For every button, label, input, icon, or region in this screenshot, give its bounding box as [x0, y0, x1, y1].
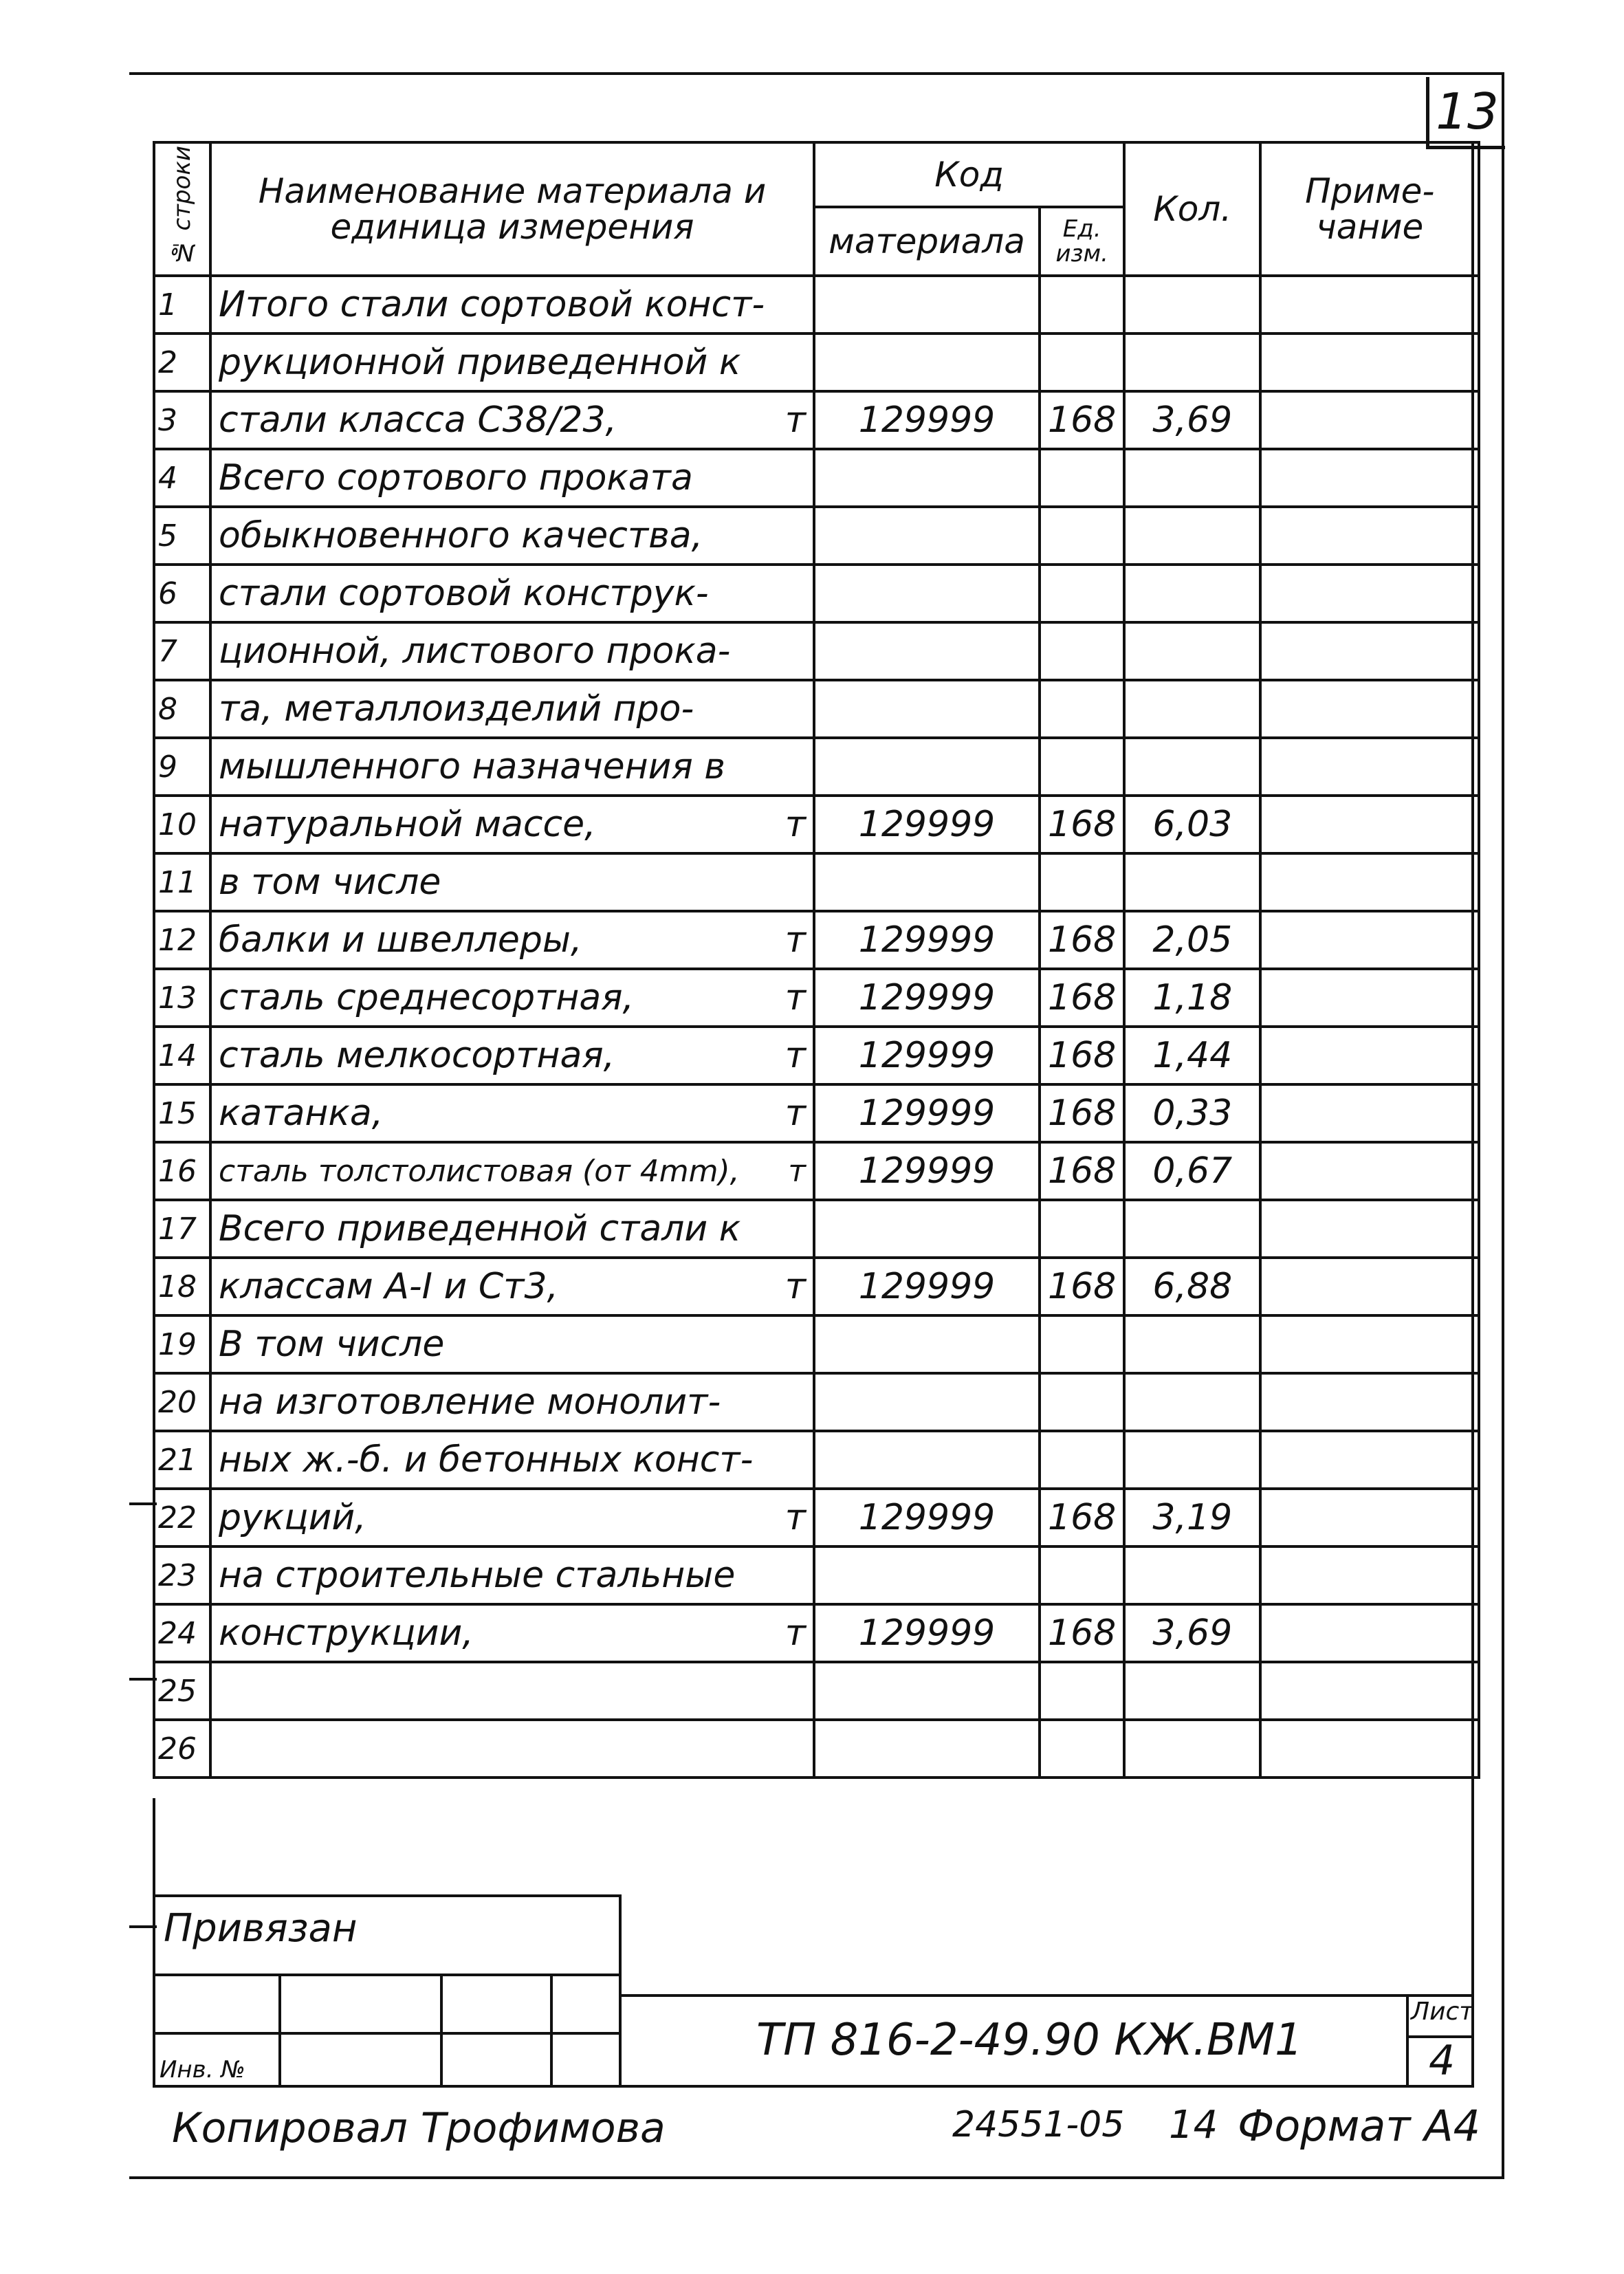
- sheet-number: 4: [1429, 2037, 1456, 2085]
- material-name-text: рукций,: [219, 1497, 366, 1538]
- material-name-cell: [210, 565, 814, 622]
- material-name-cell: [210, 1546, 814, 1604]
- note-cell: [1260, 1662, 1479, 1720]
- material-code-cell: [814, 738, 1040, 796]
- unit-code-cell: 168: [1040, 1142, 1124, 1200]
- material-code-cell: 129999: [814, 969, 1040, 1027]
- sheet-label: Лист: [1411, 1998, 1474, 2026]
- material-name-text: рукционной приведенной к: [219, 342, 741, 383]
- row-number-cell: 22: [154, 1489, 210, 1546]
- table-row: [154, 1142, 1479, 1200]
- material-name-text: ных ж.-б. и бетонных конст-: [219, 1439, 754, 1480]
- note-cell: [1260, 1720, 1479, 1778]
- material-name-cell: [210, 1258, 814, 1315]
- material-name-text: классам А-I и Ст3,: [219, 1266, 559, 1307]
- material-name-cell: [210, 853, 814, 911]
- row-number-cell: 1: [154, 276, 210, 334]
- tied-col-2: [440, 1974, 443, 2087]
- note-cell: [1260, 1142, 1479, 1200]
- row-number-cell: 8: [154, 680, 210, 738]
- table-row: [154, 1373, 1479, 1431]
- header-code: Код: [814, 142, 1124, 207]
- row-number-cell: 19: [154, 1315, 210, 1373]
- table-row: [154, 1200, 1479, 1258]
- note-cell: [1260, 622, 1479, 680]
- unit-letter: т: [784, 1035, 806, 1076]
- quantity-cell: [1124, 622, 1260, 680]
- material-code-cell: [814, 507, 1040, 565]
- table-left-extension: [153, 1798, 155, 2087]
- table-row: [154, 680, 1479, 738]
- material-name-cell: [210, 507, 814, 565]
- table-row: [154, 1720, 1479, 1778]
- row-number-cell: 4: [154, 449, 210, 507]
- quantity-cell: [1124, 565, 1260, 622]
- material-code-cell: [814, 1200, 1040, 1258]
- unit-letter: т: [784, 1497, 806, 1538]
- quantity-cell: 1,44: [1124, 1027, 1260, 1084]
- unit-code-cell: 168: [1040, 1027, 1124, 1084]
- note-cell: [1260, 911, 1479, 969]
- tied-col-1: [278, 1974, 281, 2087]
- row-number-cell: 17: [154, 1200, 210, 1258]
- quantity-cell: [1124, 1373, 1260, 1431]
- unit-code-cell: 168: [1040, 796, 1124, 853]
- row-number-cell: 9: [154, 738, 210, 796]
- quantity-cell: [1124, 738, 1260, 796]
- table-row: [154, 911, 1479, 969]
- quantity-cell: [1124, 507, 1260, 565]
- material-name-cell: [210, 1200, 814, 1258]
- note-cell: [1260, 1373, 1479, 1431]
- order-sheet-num: 14: [1169, 2103, 1218, 2147]
- material-name-cell: [210, 622, 814, 680]
- unit-code-cell: [1040, 680, 1124, 738]
- unit-code-cell: [1040, 276, 1124, 334]
- unit-letter: т: [784, 400, 806, 441]
- specification-table: [153, 141, 1480, 1779]
- material-name-text: натуральной массе,: [219, 804, 596, 845]
- quantity-cell: 6,88: [1124, 1258, 1260, 1315]
- material-code-cell: 129999: [814, 1142, 1040, 1200]
- note-cell: [1260, 796, 1479, 853]
- row-number-cell: 16: [154, 1142, 210, 1200]
- page-number: 13: [1426, 77, 1505, 149]
- row-number-cell: 13: [154, 969, 210, 1027]
- material-name-text: ционной, листового прока-: [219, 631, 731, 672]
- tied-box-top: [153, 1894, 620, 1897]
- quantity-cell: 3,19: [1124, 1489, 1260, 1546]
- material-name-cell: [210, 738, 814, 796]
- quantity-cell: 1,18: [1124, 969, 1260, 1027]
- unit-letter: т: [784, 977, 806, 1018]
- note-cell: [1260, 1546, 1479, 1604]
- table-row: [154, 1258, 1479, 1315]
- quantity-cell: 6,03: [1124, 796, 1260, 853]
- table-row: [154, 334, 1479, 391]
- unit-letter: т: [784, 804, 806, 845]
- material-name-cell: [210, 1315, 814, 1373]
- note-cell: [1260, 1258, 1479, 1315]
- unit-code-cell: [1040, 1546, 1124, 1604]
- quantity-cell: [1124, 1720, 1260, 1778]
- material-name-cell: [210, 276, 814, 334]
- table-row: [154, 1027, 1479, 1084]
- quantity-cell: [1124, 1662, 1260, 1720]
- main-stamp-top: [619, 1994, 1474, 1997]
- right-frame-line: [1502, 72, 1504, 2176]
- top-frame-line: [129, 72, 1502, 75]
- material-code-cell: 129999: [814, 1258, 1040, 1315]
- note-cell: [1260, 1604, 1479, 1662]
- copied-by: Копировал Трофимова: [172, 2104, 666, 2152]
- table-row: [154, 565, 1479, 622]
- paper-format: Формат А4: [1238, 2101, 1481, 2151]
- table-row: [154, 391, 1479, 449]
- unit-code-cell: [1040, 334, 1124, 391]
- material-code-cell: [814, 1431, 1040, 1489]
- quantity-cell: 3,69: [1124, 1604, 1260, 1662]
- material-code-cell: 129999: [814, 391, 1040, 449]
- quantity-cell: [1124, 449, 1260, 507]
- material-name-text: Всего сортового проката: [219, 457, 693, 499]
- material-name-text: катанка,: [219, 1093, 384, 1134]
- material-name-cell: [210, 334, 814, 391]
- row-number-cell: 11: [154, 853, 210, 911]
- unit-code-cell: [1040, 565, 1124, 622]
- unit-letter: т: [784, 1612, 806, 1654]
- quantity-cell: 0,67: [1124, 1142, 1260, 1200]
- material-name-text: мышленного назначения в: [219, 746, 725, 787]
- material-name-cell: [210, 1662, 814, 1720]
- row-number-cell: 14: [154, 1027, 210, 1084]
- unit-letter: т: [784, 1266, 806, 1307]
- material-code-cell: 129999: [814, 1604, 1040, 1662]
- row-number-cell: 5: [154, 507, 210, 565]
- header-code-unit: Ед. изм.: [1040, 207, 1124, 276]
- material-name-text: Итого стали сортовой конст-: [219, 284, 765, 325]
- material-name-cell: [210, 1142, 814, 1200]
- material-code-cell: [814, 276, 1040, 334]
- note-cell: [1260, 565, 1479, 622]
- table-row: [154, 1662, 1479, 1720]
- left-margin-tick-2: [129, 1678, 157, 1681]
- unit-code-cell: 168: [1040, 1084, 1124, 1142]
- material-name-text: в том числе: [219, 862, 441, 903]
- material-name-cell: [210, 1604, 814, 1662]
- row-number-cell: 20: [154, 1373, 210, 1431]
- tied-box-right: [619, 1894, 622, 2087]
- note-cell: [1260, 680, 1479, 738]
- table-row: [154, 276, 1479, 334]
- material-code-cell: 129999: [814, 796, 1040, 853]
- material-name-text: стали класса С38/23,: [219, 400, 617, 441]
- row-number-cell: 21: [154, 1431, 210, 1489]
- order-number: 24551-05: [952, 2104, 1125, 2145]
- note-cell: [1260, 334, 1479, 391]
- note-cell: [1260, 391, 1479, 449]
- note-cell: [1260, 1027, 1479, 1084]
- unit-code-cell: 168: [1040, 391, 1124, 449]
- quantity-cell: 2,05: [1124, 911, 1260, 969]
- note-cell: [1260, 738, 1479, 796]
- material-code-cell: 129999: [814, 1084, 1040, 1142]
- note-cell: [1260, 1315, 1479, 1373]
- material-code-cell: [814, 853, 1040, 911]
- tied-col-3: [550, 1974, 553, 2087]
- row-number-cell: 7: [154, 622, 210, 680]
- unit-code-cell: 168: [1040, 1258, 1124, 1315]
- material-name-text: на строительные стальные: [219, 1555, 736, 1596]
- unit-code-cell: [1040, 622, 1124, 680]
- table-row: [154, 1604, 1479, 1662]
- material-name-text: сталь среднесортная,: [219, 977, 635, 1018]
- sheet-cell-left: [1406, 1994, 1409, 2087]
- table-header-row: [154, 142, 1479, 207]
- material-code-cell: [814, 449, 1040, 507]
- unit-code-cell: 168: [1040, 1489, 1124, 1546]
- quantity-cell: [1124, 1431, 1260, 1489]
- left-margin-tick-3: [129, 1925, 157, 1928]
- header-row-no: № строки: [154, 142, 210, 276]
- material-name-text: сталь мелкосортная,: [219, 1035, 615, 1076]
- note-cell: [1260, 1200, 1479, 1258]
- table-row: [154, 1489, 1479, 1546]
- table-row: [154, 1084, 1479, 1142]
- note-cell: [1260, 1431, 1479, 1489]
- material-name-cell: [210, 1373, 814, 1431]
- row-number-cell: 26: [154, 1720, 210, 1778]
- table-row: [154, 1315, 1479, 1373]
- quantity-cell: [1124, 1546, 1260, 1604]
- row-number-cell: 3: [154, 391, 210, 449]
- material-name-text: та, металлоизделий про-: [219, 688, 694, 730]
- table-row: [154, 449, 1479, 507]
- header-qty: Кол.: [1124, 142, 1260, 276]
- material-code-cell: [814, 622, 1040, 680]
- material-name-cell: [210, 391, 814, 449]
- unit-code-cell: [1040, 853, 1124, 911]
- material-code-cell: [814, 1720, 1040, 1778]
- material-code-cell: [814, 1546, 1040, 1604]
- note-cell: [1260, 969, 1479, 1027]
- bottom-frame-line: [129, 2176, 1504, 2179]
- material-code-cell: [814, 1373, 1040, 1431]
- header-name: Наименование материала и единица измерения: [210, 142, 814, 276]
- unit-letter: т: [788, 1153, 806, 1189]
- unit-code-cell: [1040, 1431, 1124, 1489]
- material-name-text: стали сортовой конструк-: [219, 573, 709, 614]
- material-name-text: Всего приведенной стали к: [219, 1208, 741, 1249]
- material-name-cell: [210, 1084, 814, 1142]
- material-name-cell: [210, 1027, 814, 1084]
- material-name-text: балки и швеллеры,: [219, 919, 582, 961]
- note-cell: [1260, 1084, 1479, 1142]
- header-note: Приме- чание: [1260, 142, 1479, 276]
- row-number-cell: 6: [154, 565, 210, 622]
- table-row: [154, 853, 1479, 911]
- material-name-cell: [210, 911, 814, 969]
- unit-letter: т: [784, 919, 806, 961]
- material-code-cell: 129999: [814, 1027, 1040, 1084]
- tied-label: Привязан: [164, 1906, 358, 1951]
- unit-letter: т: [784, 1093, 806, 1134]
- material-name-text: сталь толстолистовая (от 4mm),: [219, 1153, 740, 1189]
- table-row: [154, 1431, 1479, 1489]
- unit-code-cell: [1040, 1720, 1124, 1778]
- row-number-cell: 25: [154, 1662, 210, 1720]
- material-code-cell: 129999: [814, 911, 1040, 969]
- unit-code-cell: [1040, 1200, 1124, 1258]
- material-name-cell: [210, 680, 814, 738]
- material-code-cell: 129999: [814, 1489, 1040, 1546]
- table-row: [154, 738, 1479, 796]
- unit-code-cell: [1040, 1373, 1124, 1431]
- row-number-cell: 12: [154, 911, 210, 969]
- note-cell: [1260, 449, 1479, 507]
- unit-code-cell: [1040, 1315, 1124, 1373]
- document-code: ТП 816-2-49.90 КЖ.ВМ1: [756, 2015, 1303, 2066]
- quantity-cell: [1124, 276, 1260, 334]
- quantity-cell: [1124, 1200, 1260, 1258]
- unit-code-cell: [1040, 507, 1124, 565]
- unit-code-cell: 168: [1040, 1604, 1124, 1662]
- inv-label: Инв. №: [160, 2056, 245, 2084]
- material-code-cell: [814, 334, 1040, 391]
- material-code-cell: [814, 1315, 1040, 1373]
- header-code-material: материала: [814, 207, 1040, 276]
- material-name-cell: [210, 796, 814, 853]
- left-margin-tick-1: [129, 1502, 157, 1505]
- material-name-text: на изготовление монолит-: [219, 1381, 721, 1423]
- material-code-cell: [814, 1662, 1040, 1720]
- material-code-cell: [814, 680, 1040, 738]
- quantity-cell: [1124, 1315, 1260, 1373]
- quantity-cell: [1124, 680, 1260, 738]
- note-cell: [1260, 1489, 1479, 1546]
- row-number-cell: 24: [154, 1604, 210, 1662]
- bottom-rule: [153, 2085, 1474, 2088]
- material-name-text: обыкновенного качества,: [219, 515, 703, 556]
- material-name-cell: [210, 1489, 814, 1546]
- unit-code-cell: 168: [1040, 911, 1124, 969]
- table-row: [154, 796, 1479, 853]
- table-row: [154, 1546, 1479, 1604]
- unit-code-cell: 168: [1040, 969, 1124, 1027]
- row-number-cell: 15: [154, 1084, 210, 1142]
- row-number-cell: 10: [154, 796, 210, 853]
- material-name-cell: [210, 1431, 814, 1489]
- material-name-cell: [210, 969, 814, 1027]
- note-cell: [1260, 507, 1479, 565]
- table-row: [154, 507, 1479, 565]
- material-name-cell: [210, 449, 814, 507]
- unit-code-cell: [1040, 449, 1124, 507]
- table-row: [154, 622, 1479, 680]
- note-cell: [1260, 276, 1479, 334]
- row-number-cell: 2: [154, 334, 210, 391]
- table-row: [154, 969, 1479, 1027]
- material-code-cell: [814, 565, 1040, 622]
- material-name-text: В том числе: [219, 1324, 445, 1365]
- material-name-cell: [210, 1720, 814, 1778]
- quantity-cell: [1124, 853, 1260, 911]
- quantity-cell: [1124, 334, 1260, 391]
- unit-code-cell: [1040, 738, 1124, 796]
- row-number-cell: 18: [154, 1258, 210, 1315]
- unit-code-cell: [1040, 1662, 1124, 1720]
- note-cell: [1260, 853, 1479, 911]
- quantity-cell: 3,69: [1124, 391, 1260, 449]
- row-number-cell: 23: [154, 1546, 210, 1604]
- quantity-cell: 0,33: [1124, 1084, 1260, 1142]
- material-name-text: конструкции,: [219, 1612, 474, 1654]
